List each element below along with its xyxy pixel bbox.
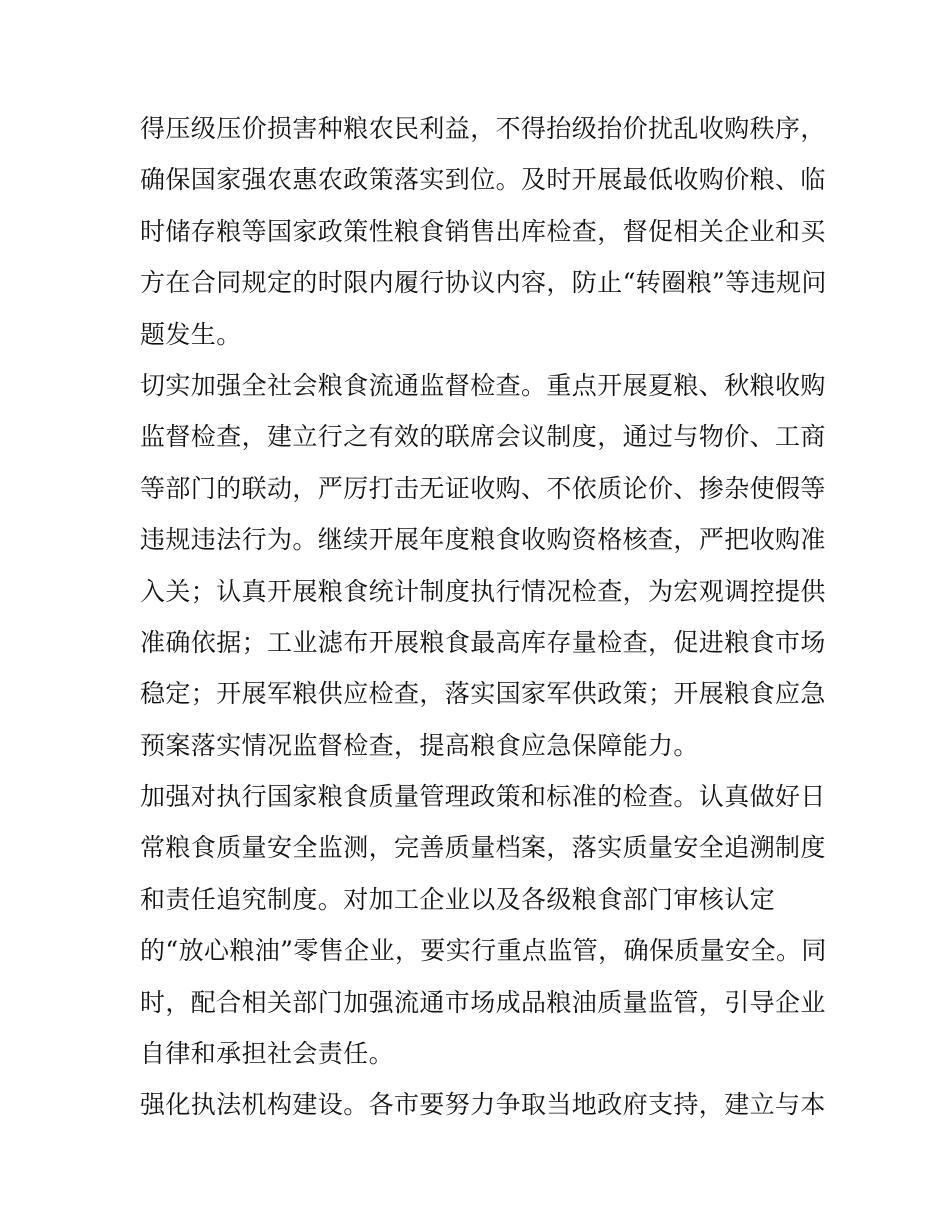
text-line: 准确依据；工业滤布开展粮食最高库存量检查，促进粮食市场 [140, 627, 826, 657]
text-line: 时，配合相关部门加强流通市场成品粮油质量监管，引导企业 [140, 987, 826, 1017]
text-line: 常粮食质量安全监测，完善质量档案，落实质量安全追溯制度 [140, 833, 826, 863]
text-line: 方在合同规定的时限内履行协议内容，防止“转圈粮”等违规问 [140, 268, 827, 298]
text-line: 得压级压价损害种粮农民利益，不得抬级抬价扰乱收购秩序， [140, 114, 826, 143]
text-line: 加强对执行国家粮食质量管理政策和标准的检查。认真做好日 [140, 782, 826, 812]
text-line: 稳定；开展军粮供应检查，落实国家军供政策；开展粮食应急 [140, 679, 826, 709]
text-line: 强化执法机构建设。各市要努力争取当地政府支持，建立与本 [140, 1090, 826, 1120]
text-line: 确保国家强农惠农政策落实到位。及时开展最低收购价粮、临 [140, 165, 826, 195]
text-line: 入关；认真开展粮食统计制度执行情况检查，为宏观调控提供 [140, 576, 826, 606]
text-line: 切实加强全社会粮食流通监督检查。重点开展夏粮、秋粮收购 [140, 370, 826, 400]
document-body [140, 103, 827, 1131]
text-line: 预案落实情况监督检查，提高粮食应急保障能力。 [140, 730, 699, 760]
text-line: 自律和承担社会责任。 [140, 1039, 395, 1069]
text-line: 违规违法行为。继续开展年度粮食收购资格核查，严把收购准 [140, 525, 826, 555]
text-line: 监督检查，建立行之有效的联席会议制度，通过与物价、工商 [140, 422, 826, 452]
text-line: 题发生。 [140, 319, 242, 349]
text-line: 等部门的联动，严厉打击无证收购、不依质论价、掺杂使假等 [140, 473, 826, 503]
text-line: 的“放心粮油”零售企业，要实行重点监管，确保质量安全。同 [140, 936, 827, 966]
text-line: 和责任追究制度。对加工企业以及各级粮食部门审核认定 [140, 884, 776, 914]
text-line: 时储存粮等国家政策性粮食销售出库检查，督促相关企业和买 [140, 216, 826, 246]
